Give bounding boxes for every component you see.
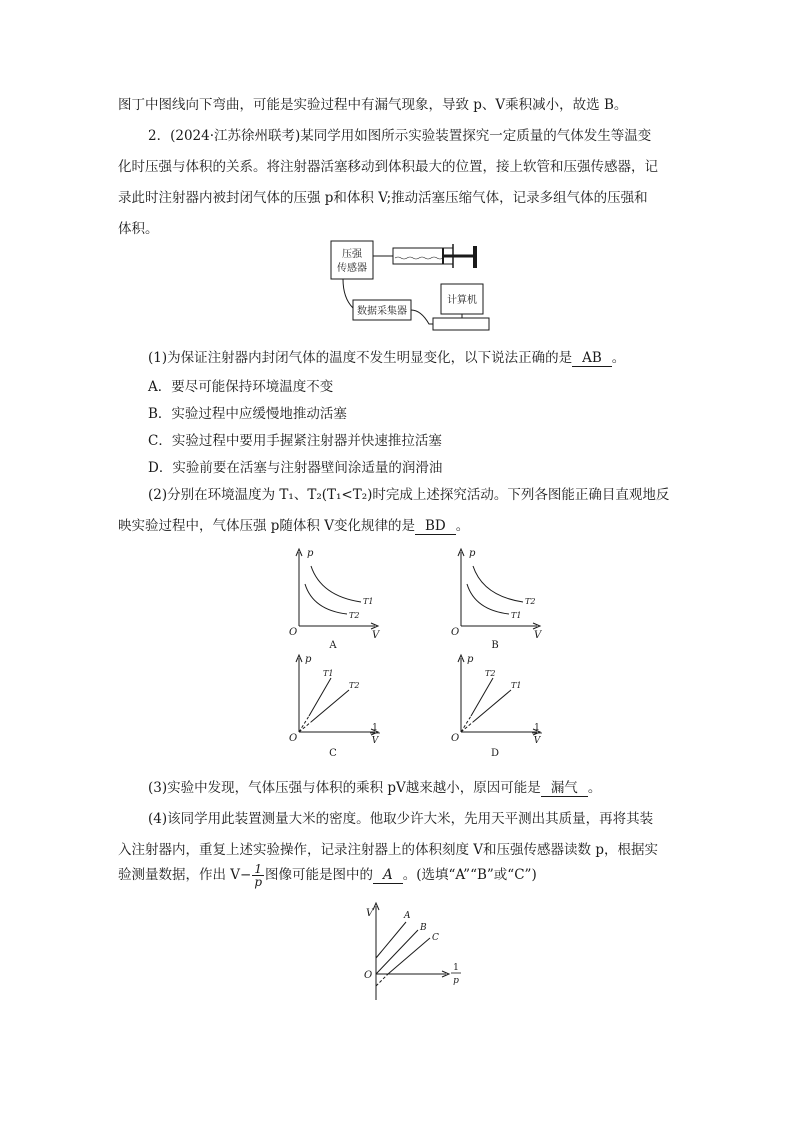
- graph4-b-label: B: [420, 923, 427, 933]
- graph-a-origin: O: [289, 627, 298, 638]
- q1-option-d: D．实验前要在活塞与注射器壁间涂适量的润滑油: [148, 460, 443, 476]
- graph-d-t1-label: T1: [511, 681, 522, 690]
- problem-line-3: 录此时注射器内被封闭气体的压强 p和体积 V;推动活塞压缩气体，记录多组气体的压强和: [118, 190, 648, 206]
- graph-d-line-t1-dash: [461, 722, 473, 732]
- sensor-label-1: 压强: [342, 249, 362, 260]
- graph-a-curve-t1: [311, 566, 361, 602]
- graph-d-line-t2-dash: [461, 716, 471, 732]
- graph-b-curve-t2: [473, 566, 523, 602]
- q1-answer: AB: [572, 350, 612, 367]
- graph-c-line-t1: [309, 678, 331, 716]
- graph-d-t2-label: T2: [485, 669, 496, 678]
- graph-d-v-label: V: [533, 736, 541, 746]
- problem-line-1: 2．(2024·江苏徐州联考)某同学用如图所示实验装置探究一定质量的气体发生等温变: [148, 128, 652, 144]
- graph-c-one-label: 1: [372, 723, 378, 733]
- graph-b: [445, 546, 545, 654]
- graph-c-line-t2-dash: [299, 722, 311, 732]
- problem-line-2: 化时压强与体积的关系。将注射器活塞移动到体积最大的位置，接上软管和压强传感器，记: [118, 159, 658, 175]
- computer-base: [433, 318, 489, 330]
- graph-c-t2-label: T2: [349, 681, 360, 690]
- graph-c-p-label: p: [305, 654, 312, 665]
- graph-b-t1-label: T1: [511, 611, 522, 620]
- graph-a-t1-label: T1: [363, 597, 374, 606]
- graph-d: [445, 652, 545, 760]
- graph4-line-a: [376, 922, 406, 958]
- graph-d-p-label: p: [467, 654, 474, 665]
- graph4-line-b: [376, 930, 418, 974]
- graph-b-caption: B: [491, 640, 499, 651]
- q1-option-c: C．实验过程中要用手握紧注射器并快速推拉活塞: [148, 433, 442, 449]
- graph-b-p-label: p: [469, 548, 476, 559]
- graph-d-origin: O: [451, 733, 460, 744]
- graph-c-line-t2: [311, 690, 349, 722]
- graph4-v-label: V: [366, 908, 374, 919]
- q4-answer: A: [373, 867, 403, 884]
- graph-d-line-t1: [473, 690, 511, 722]
- apparatus-diagram: [325, 238, 495, 338]
- graph-c-line-t1-dash: [299, 716, 309, 732]
- graph-a-p-label: p: [307, 548, 314, 559]
- graph4-p-label: p: [453, 976, 459, 986]
- q1-option-a: A．要尽可能保持环境温度不变: [148, 379, 334, 395]
- q1-stem: (1)为保证注射器内封闭气体的温度不发生明显变化，以下说法正确的是 AB 。: [148, 350, 626, 366]
- graph-b-v-label: V: [534, 630, 542, 641]
- graph-d-one-label: 1: [534, 723, 540, 733]
- graph-v-inverse-p: [358, 900, 468, 1012]
- q4-line-2: 入注射器内，重复上述实验操作，记录注射器上的体积刻度 V和压强传感器读数 p，根据实: [118, 842, 658, 858]
- graph-d-line-t2: [471, 678, 493, 716]
- problem-line-4: 体积。: [118, 221, 159, 237]
- graph-d-caption: D: [490, 748, 500, 759]
- graph-b-origin: O: [451, 627, 460, 638]
- collector-label: 数据采集器: [357, 306, 407, 317]
- computer-label: 计算机: [447, 295, 477, 306]
- q3-stem: (3)实验中发现，气体压强与体积的乘积 pV越来越小，原因可能是 漏气 。: [148, 780, 602, 796]
- q4-line-3: 验测量数据，作出 V− $\frac{1}{p}$ 图像可能是图中的 A 。(选填“A”“B”或“C”): [118, 862, 537, 889]
- graph4-a-label: A: [404, 911, 411, 921]
- graph-c-t1-label: T1: [323, 669, 334, 678]
- graph-a-t2-label: T2: [349, 611, 360, 620]
- graph-a-caption: A: [329, 640, 337, 651]
- graph4-line-c: [388, 938, 430, 974]
- intro-line: 图丁中图线向下弯曲，可能是实验过程中有漏气现象，导致 p、V乘积减小，故选 B。: [118, 97, 628, 113]
- sensor-label-2: 传感器: [337, 263, 367, 274]
- q4-line-1: (4)该同学用此装置测量大米的密度。他取少许大米，先用天平测出其质量，再将其装: [148, 811, 654, 827]
- sensor-to-collector-wire: [343, 279, 353, 308]
- graph-c-caption: C: [329, 748, 337, 759]
- graph4-origin: O: [364, 970, 373, 981]
- graph4-line-c-dash: [376, 974, 388, 986]
- graph4-c-label: C: [432, 933, 439, 943]
- q1-option-b: B．实验过程中应缓慢地推动活塞: [148, 406, 347, 422]
- graph4-one-label: 1: [453, 963, 459, 973]
- q4-fraction: $\frac{1}{p}$: [254, 862, 263, 889]
- q2-line-1: (2)分别在环境温度为 T₁、T₂(T₁<T₂)时完成上述探究活动。下列各图能正确目直观地反: [148, 487, 670, 503]
- graph-b-t2-label: T2: [525, 597, 536, 606]
- q2-line-2: 映实验过程中，气体压强 p随体积 V变化规律的是 BD 。: [118, 518, 470, 534]
- syringe-handle: [473, 246, 477, 268]
- graph-a: [283, 546, 383, 654]
- graph-c: [283, 652, 383, 760]
- graph-a-v-label: V: [372, 630, 380, 641]
- graph-c-origin: O: [289, 733, 298, 744]
- q3-answer: 漏气: [541, 780, 588, 797]
- q2-answer: BD: [415, 518, 456, 535]
- graph-c-v-label: V: [371, 736, 379, 746]
